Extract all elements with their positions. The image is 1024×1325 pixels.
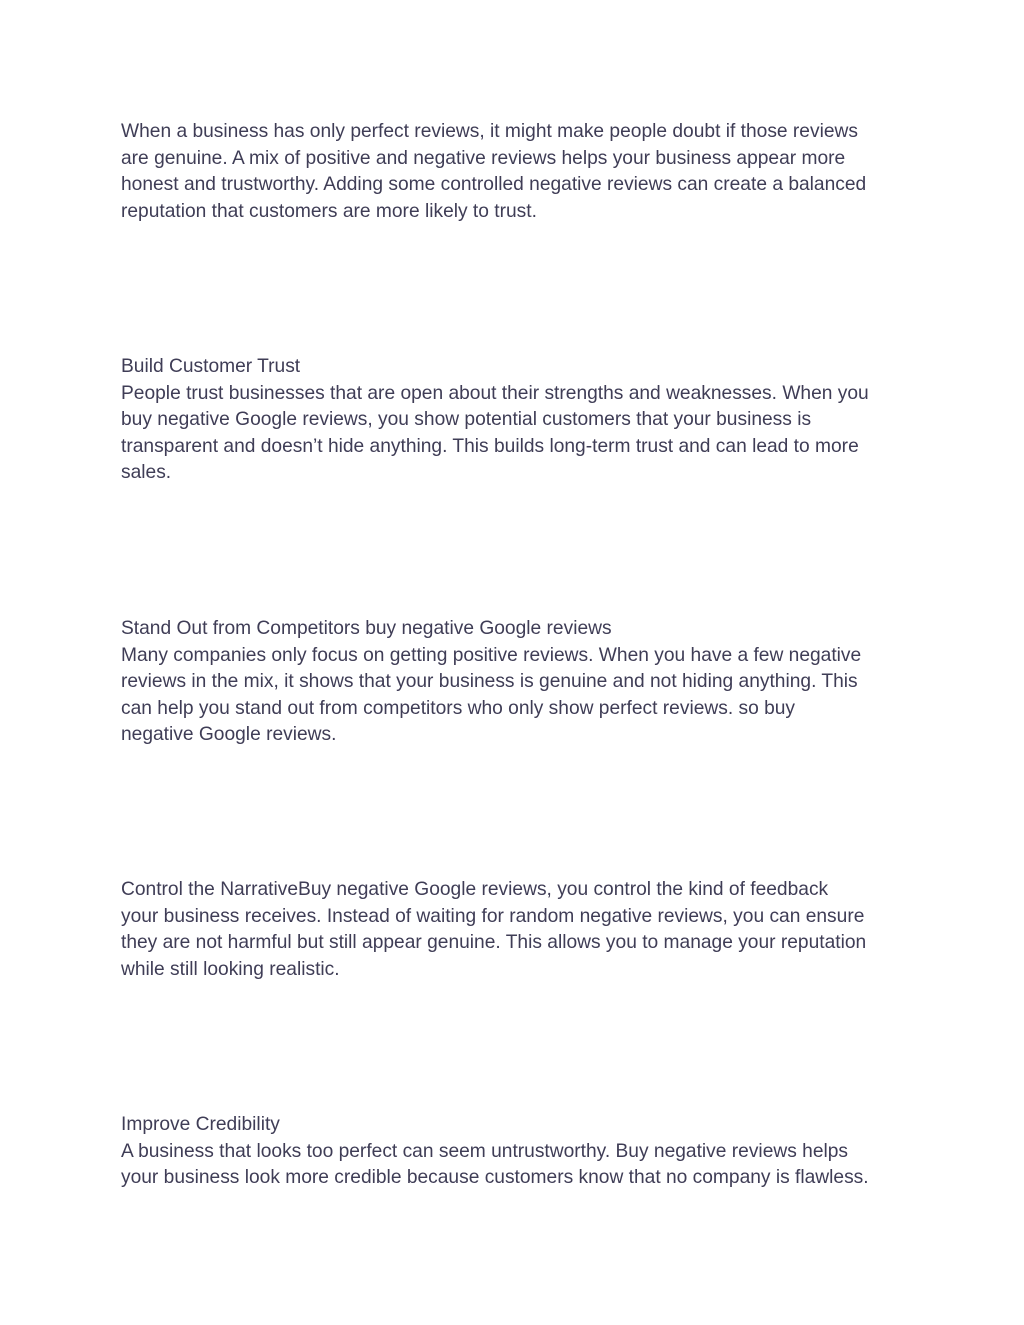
narrative-line: they are not harmful but still appear genuine. This allows you to manage your reputation [121, 932, 867, 954]
credibility-line: your business look more credible because customers know that no company is flawless. [121, 1167, 869, 1189]
competitors-line: Many companies only focus on getting positive reviews. When you have a few negative [121, 644, 862, 666]
competitors-section [121, 616, 911, 749]
intro-line: When a business has only perfect reviews, it might make people doubt if those reviews [121, 121, 858, 142]
narrative-line: your business receives. Instead of waiting for random negative reviews, you can ensure [121, 905, 865, 927]
intro-line: are genuine. A mix of positive and negative reviews helps your business appear more [121, 147, 846, 169]
trust-heading: Build Customer Trust [121, 356, 301, 377]
credibility-line: A business that looks too perfect can seem untrustworthy. Buy negative reviews helps [121, 1140, 849, 1162]
narrative-paragraph [121, 877, 911, 983]
trust-line: sales. [121, 462, 172, 484]
credibility-heading: Improve Credibility [121, 1114, 280, 1135]
competitors-heading: Stand Out from Competitors buy negative Google reviews [121, 618, 612, 639]
intro-line: honest and trustworthy. Adding some controlled negative reviews can create a balanced [121, 174, 867, 196]
trust-line: transparent and doesn’t hide anything. This builds long-term trust and can lead to more [121, 435, 859, 457]
trust-line: People trust businesses that are open about their strengths and weaknesses. When you [121, 382, 869, 404]
credibility-section [121, 1112, 911, 1192]
intro-line: reputation that customers are more likely to trust. [121, 200, 537, 222]
competitors-line: reviews in the mix, it shows that your business is genuine and not hiding anything. This [121, 671, 858, 693]
competitors-line: negative Google reviews. [121, 724, 337, 746]
trust-section [121, 354, 911, 487]
narrative-line: while still looking realistic. [121, 958, 340, 980]
narrative-line: Control the NarrativeBuy negative Google reviews, you control the kind of feedback [121, 879, 829, 900]
intro-paragraph [121, 119, 911, 225]
competitors-line: can help you stand out from competitors who only show perfect reviews. so buy [121, 697, 796, 719]
trust-line: buy negative Google reviews, you show potential customers that your business is [121, 409, 812, 431]
